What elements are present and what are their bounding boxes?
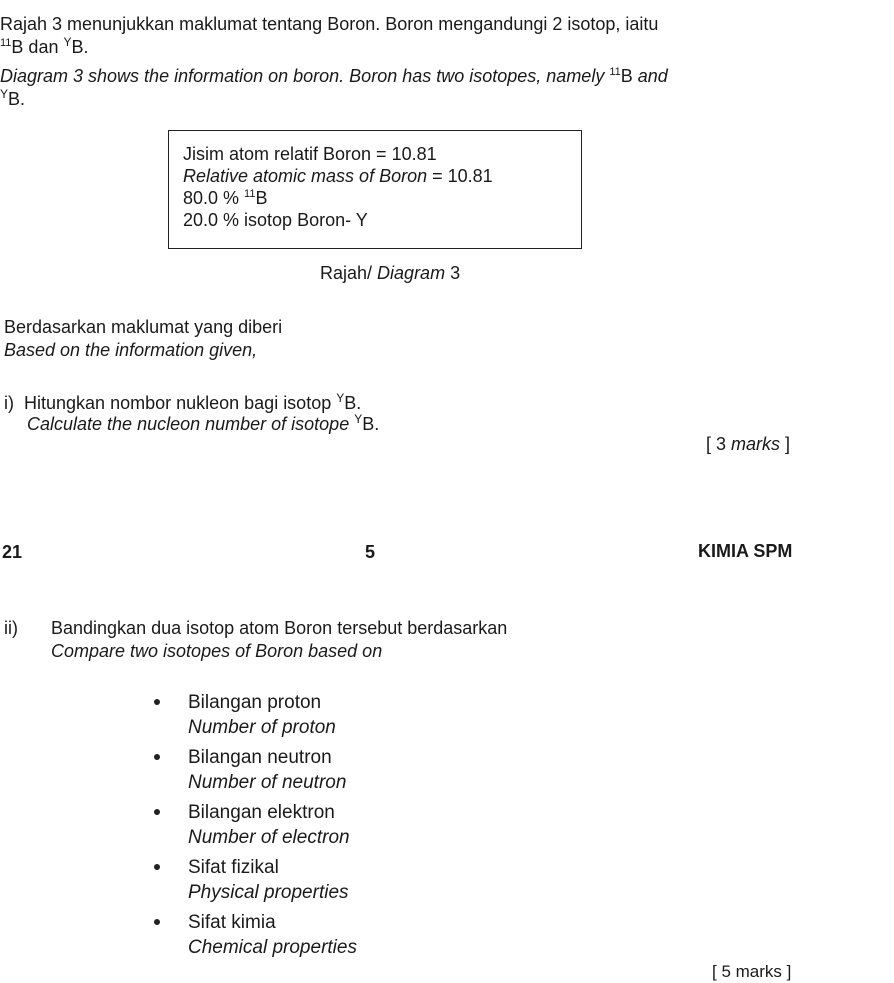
criterion-ms: Bilangan neutron [188,747,332,768]
info-line-4: 20.0 % isotop Boron- Y [183,210,368,230]
criterion-en: Number of neutron [188,772,347,793]
caption-number: 3 [445,263,461,283]
question-1-ms-end: B. [344,393,362,413]
bullet-icon [154,809,160,815]
intro-line-4 [0,88,25,110]
bullet-icon [154,754,160,760]
isotope-11-superscript: 11 [244,188,256,200]
criterion-en: Chemical properties [188,937,357,958]
criterion-ms: Sifat fizikal [188,857,279,878]
question-2-en: Compare two isotopes of Boron based on [51,641,383,661]
based-on-ms: Berdasarkan maklumat yang diberi [4,317,283,337]
list-item [152,690,357,745]
bullet-icon [154,699,160,705]
question-2-marks: [ 5 marks ] [712,962,792,981]
intro-en-text: Diagram 3 shows the information on boron. Boron has two isotopes, namely [0,66,610,86]
question-1-ms [4,392,361,414]
footer-page-left: 21 [2,542,23,562]
list-item [152,910,357,965]
bullet-icon [154,864,160,870]
question-1-en-end: B. [362,414,380,434]
caption-ms: Rajah/ [320,263,378,283]
info-line-3-symbol: B [255,188,268,208]
question-2-ms: Bandingkan dua isotop atom Boron tersebut berdasarkan [51,618,508,638]
intro-line-3 [0,65,668,87]
criterion-ms: Bilangan proton [188,692,322,713]
intro-line-2 [0,36,89,58]
intro-en-b: B [620,66,633,86]
isotope-y-superscript: Y [354,412,363,426]
criterion-en: Number of electron [188,827,350,848]
diagram-caption [320,262,460,284]
criterion-en: Number of proton [188,717,336,738]
intro-en-and: and [632,66,668,86]
intro-line-1 [0,13,658,35]
question-1-en [27,413,379,435]
based-on-en: Based on the information given, [4,340,258,360]
info-line-2 [183,165,581,187]
info-line-3-percent: 80.0 % [183,188,245,208]
isotope-y-superscript: Y [0,87,9,101]
intro-ms-end: B. [71,37,89,57]
isotope-y-superscript: Y [63,35,72,49]
list-item [152,800,357,855]
intro-en-end: B. [8,89,26,109]
footer-page-number: 5 [365,542,376,562]
bullet-icon [154,919,160,925]
question-1-label: i) [4,393,14,413]
info-line-3 [183,187,581,209]
info-line-1: Jisim atom relatif Boron = 10.81 [183,144,437,164]
question-1-marks [706,433,790,455]
isotope-11-superscript: 11 [0,37,12,49]
intro-ms-text: Rajah 3 menunjukkan maklumat tentang Boron. Boron mengandungi 2 isotop, iaitu [0,14,659,34]
marks-word: marks [731,434,781,454]
marks-close: ] [780,434,791,454]
intro-ms-mid: B dan [11,37,64,57]
info-line-2-value: = 10.81 [427,166,493,186]
criterion-ms: Sifat kimia [188,912,276,933]
marks-open: [ 3 [706,434,732,454]
info-line-2-italic: Relative atomic mass of Boron [183,166,428,186]
question-1-en-text: Calculate the nucleon number of isotope [27,414,355,434]
question-2-label: ii) [4,618,18,638]
caption-en: Diagram [377,263,446,283]
isotope-y-superscript: Y [336,391,345,405]
footer-subject: KIMIA SPM [698,541,793,561]
boron-info-box [168,130,582,249]
list-item [152,745,357,800]
list-item [152,855,357,910]
isotope-11-superscript: 11 [609,66,621,78]
question-1-ms-text: Hitungkan nombor nukleon bagi isotop [24,393,337,413]
criterion-en: Physical properties [188,882,349,903]
comparison-criteria-list [152,690,357,965]
criterion-ms: Bilangan elektron [188,802,335,823]
